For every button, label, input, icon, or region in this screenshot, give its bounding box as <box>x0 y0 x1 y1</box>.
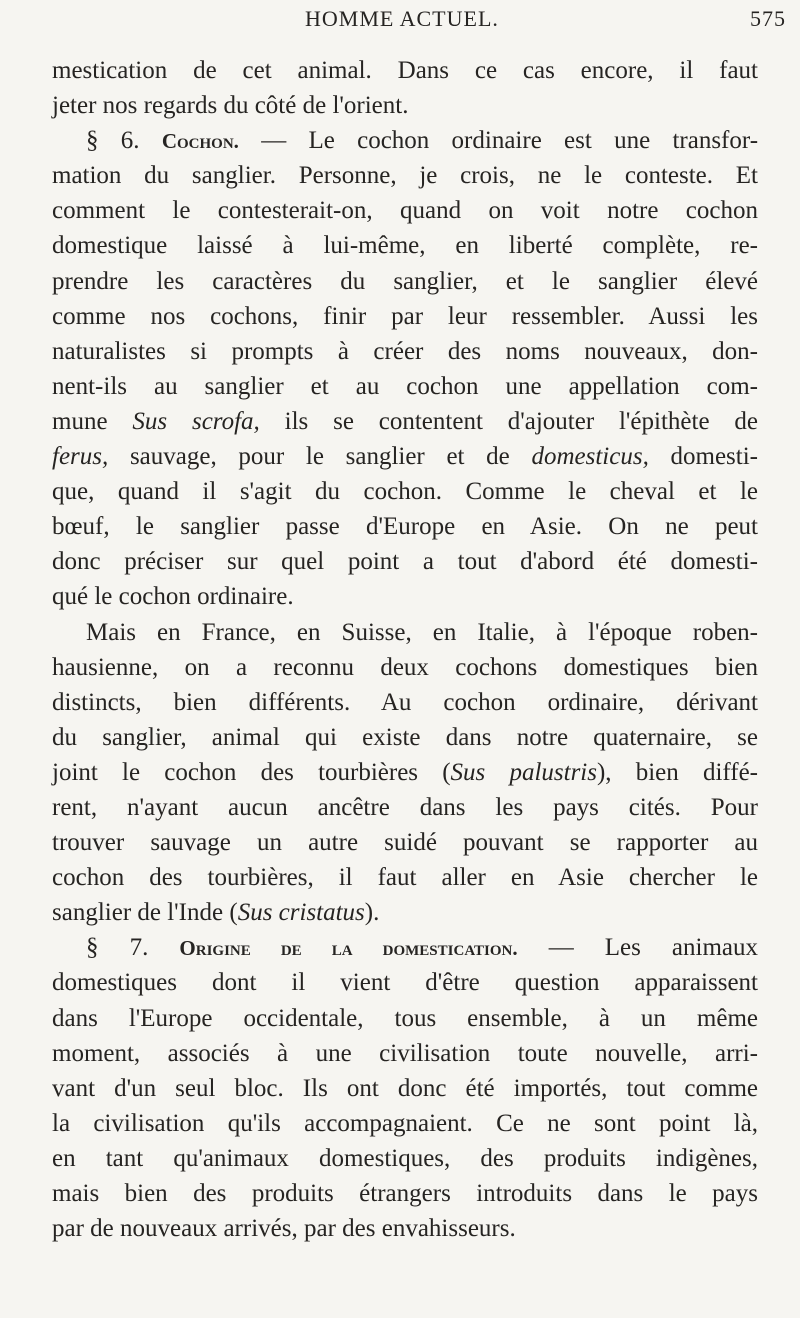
running-title: HOMME ACTUEL. <box>305 6 499 31</box>
text-line: Mais en France, en Suisse, en Italie, à l'époque roben- <box>86 618 758 646</box>
text-line: mation du sanglier. Personne, je crois, ne le conteste. Et <box>52 162 758 190</box>
text-line: la civilisation qu'ils accompagnaient. Ce ne sont point là, <box>52 1109 758 1137</box>
text-line: mestication de cet animal. Dans ce cas encore, il faut <box>52 57 758 84</box>
text-line: ferus, sauvage, pour le sanglier et de domesticus, domesti- <box>52 443 759 471</box>
text-line: joint le cochon des tourbières (Sus palustris), bien diffé- <box>52 758 759 786</box>
body-text <box>52 53 758 1246</box>
text-line: en tant qu'animaux domestiques, des produits indigènes, <box>52 1144 758 1172</box>
section-title: Origine de la domestication. <box>179 936 518 961</box>
text-line: comme nos cochons, finir par leur ressembler. Aussi les <box>52 302 758 330</box>
text-line: comment le contesterait-on, quand on voit notre cochon <box>52 197 758 225</box>
section-number: § 6. <box>86 127 140 155</box>
section-number: § 7. <box>86 934 149 962</box>
text-line: qué le cochon ordinaire. <box>52 583 294 611</box>
section-7-heading-line: § 7. Origine de la domestication. — Les animaux <box>86 934 759 962</box>
text-line: hausienne, on a reconnu deux cochons domestiques bien <box>52 653 758 681</box>
text-line: moment, associés à une civilisation toute nouvelle, arri- <box>52 1039 758 1067</box>
text-line: par de nouveaux arrivés, par des envahisseurs. <box>52 1215 516 1243</box>
section-6-heading-line: § 6. Cochon. — Le cochon ordinaire est une transfor- <box>86 127 759 155</box>
text-line: bœuf, le sanglier passe d'Europe en Asie. On ne peut <box>52 513 758 541</box>
latin-name: Sus palustris <box>450 758 597 786</box>
text-line: trouver sauvage un autre suidé pouvant se rapporter au <box>52 829 758 857</box>
text-line: mune Sus scrofa, ils se contentent d'ajouter l'épithète de <box>52 407 758 435</box>
text-line: jeter nos regards du côté de l'orient. <box>52 92 409 120</box>
text-line: naturalistes si prompts à créer des noms nouveaux, don- <box>52 337 758 365</box>
text-line: cochon des tourbières, il faut aller en Asie chercher le <box>52 864 758 892</box>
text-line: que, quand il s'agit du cochon. Comme le cheval et le <box>52 478 758 506</box>
text-line: nent-ils au sanglier et au cochon une appellation com- <box>52 372 758 400</box>
text-line: donc préciser sur quel point a tout d'abord été domesti- <box>52 548 758 576</box>
text-line: dans l'Europe occidentale, tous ensemble, à un même <box>52 1004 758 1032</box>
text-line: mais bien des produits étrangers introduits dans le pays <box>52 1180 758 1207</box>
text-line: du sanglier, animal qui existe dans notre quaternaire, se <box>52 723 758 751</box>
latin-term: ferus, <box>52 443 109 471</box>
text-line: vant d'un seul bloc. Ils ont donc été importés, tout comme <box>52 1074 758 1102</box>
section-title: Cochon. <box>161 129 239 154</box>
page-header <box>0 6 800 36</box>
page-number: 575 <box>750 6 786 31</box>
latin-name: Sus scrofa, <box>132 407 260 435</box>
text-line: domestique laissé à lui-même, en liberté complète, re- <box>52 232 758 260</box>
text-line: domestiques dont il vient d'être question apparaissent <box>52 969 758 997</box>
latin-name: Sus cristatus <box>237 899 365 927</box>
text-line: rent, n'ayant aucun ancêtre dans les pays cités. Pour <box>52 793 758 821</box>
text-line: distincts, bien différents. Au cochon ordinaire, dérivant <box>52 688 758 716</box>
latin-term: domesticus, <box>531 443 649 471</box>
text-line: sanglier de l'Inde (Sus cristatus). <box>52 899 380 927</box>
text-line: prendre les caractères du sanglier, et le sanglier élevé <box>52 267 758 295</box>
